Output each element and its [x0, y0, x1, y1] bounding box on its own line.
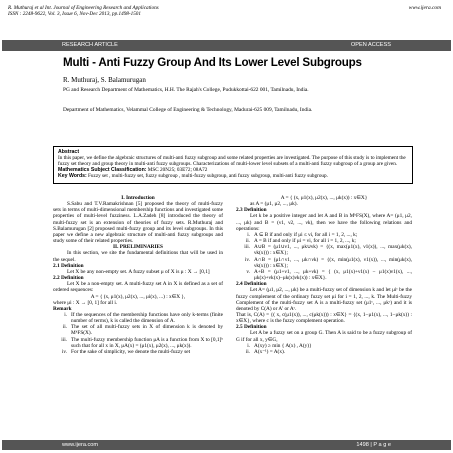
left-column [53, 195, 223, 355]
list-item: iv. For the sake of simplicity, we denote the multi-fuzzy set [61, 348, 191, 355]
section-2-title: II. PRELIMINARIES [112, 244, 164, 251]
multi-fuzzy-formula-tail: as A = (μ1, μ2, ..., μk). [250, 201, 298, 208]
list-item: i. A(xy) ≥ min { A(x) , A(y)} [247, 342, 312, 349]
definition-2-2-tail: where μi : X → [0, 1] for all i. [53, 299, 118, 306]
definition-2-4-text: Let A= (μ1, μ2, ..., μk) be a multi-fuzzy set of dimension k and let μiᶜ be the fuzzy complement of the ordinary fuzzy set μi for i = 1, 2, ..., k. The Multi-fuzzy Complement of the multi-fuzzy set A is a multi-fuzzy set (μ1ᶜ, ..., μkᶜ) and it is denoted by C(A) or A' or Aᶜ. [236, 287, 412, 312]
keywords-text: Fuzzy set , multi-fuzzy set, fuzzy subgroup , multi-fuzzy subgroup, anti fuzzy subgroup, multi-anti fuzzy subgroup. [88, 173, 328, 179]
section-1-title: I. Introduction [121, 195, 155, 201]
footer-url[interactable]: www.ijera.com [62, 442, 99, 448]
list-item: ii. A = B if and only if μi = νi, for all i = 1, 2, ..., k; [245, 238, 356, 245]
affiliation-1: PG and Research Department of Mathematics, H.H. The Rajah's College, Pudukkottai-622 001, Tamilnadu, India. [63, 87, 309, 93]
header-url[interactable]: www.ijera.com [408, 5, 441, 11]
multi-fuzzy-formula: A = { (x, μ1(x), μ2(x), ..., μk(x)) : x∈X} [280, 195, 368, 201]
list-item: i. If the sequences of the membership functions have only k-terms (finite number of terms), k is called the dimension of A. [64, 311, 223, 325]
article-type: RESEARCH ARTICLE [62, 42, 118, 48]
page-number: 1498 | P a g e [356, 442, 391, 448]
authors: R. Muthuraj, S. Balamurugan [63, 76, 146, 84]
definition-2-3-text: Let k be a positive integer and let A and B in MᵏFS(X), where A= (μ1, μ2, ..., μk) and B = (ν1, ν2, ..., νk), then we have the following relations and operations: [236, 213, 412, 232]
keywords-label: Key Words: [58, 173, 87, 179]
definition-2-1-text: Let X be any non-empty set. A fuzzy subset μ of X is μ : X → [0,1] [67, 268, 210, 275]
definition-2-2-formula: A = { (x, μ1(x), μ2(x), ..., μi(x), ...) : x∈X }, [90, 293, 186, 300]
definition-2-1-title: 2.1 Definition [53, 262, 84, 269]
list-item: i. A ⊆ B if and only if μi ≤ νi, for all i = 1, 2, ..., k; [247, 231, 358, 238]
remark-title: Remark [53, 305, 72, 312]
journal-line: R. Muthuraj et al Int. Journal of Engineering Research and Applications [8, 5, 159, 11]
paper-title: Multi - Anti Fuzzy Group And Its Lower Level Subgroups [63, 56, 362, 69]
article-banner [2, 40, 451, 51]
abstract-heading: Abstract [58, 149, 80, 155]
access-label: OPEN ACCESS [350, 42, 391, 48]
definition-2-3-title: 2.3 Definition [236, 207, 267, 214]
msc-label: Mathematics Subject Classification: [58, 167, 147, 173]
list-item: v. A+B = (μ1+ν1, ..., μk+νk) = { (x, μ1(x)+ν1(x) − μ1(x)ν1(x), ..., μk(x)+νk(x)−μk(x)νk(x)) : x∈X}. [246, 268, 412, 282]
affiliation-2: Department of Mathematics, Velammal College of Engineering & Technology, Madurai-625 009, Tamilnadu, India. [63, 107, 313, 113]
list-item: iv. A∩B = (μ1∩ν1, ..., μk∩νk) = {(x, min(μ1(x), ν1(x)), ..., min(μk(x), νk(x))) : x∈X}; [244, 256, 412, 269]
definition-2-5-text: Let A be a fuzzy set on a group G. Then A is said to be a fuzzy subgroup of G if for all x, y∈G, [236, 330, 412, 343]
section-1-text: S.Sabu and T.V.Ramakrishnan [5] proposed the theory of multi-fuzzy sets in terms of multi-dimensional membership functions and investigated some properties of multi-level fuzziness. L.A.Zadeh [8] introduced the theory of multi-fuzzy set is an extension of theories of fuzzy sets. R.Muthuraj and S.Balamurugan [2] proposed multi-fuzzy group and its level subgroups. In this paper we define a new algebraic structure of multi-anti fuzzy subgroups and study some of their related properties. [53, 201, 223, 245]
definition-2-4-text-2: That is, C(A) = {( x, c(μ1(x)), ..., c(μk(x))) : x∈X} = {(x, 1−μ1(x), ..., 1−μk(x)) : x∈X}, where c is the fuzzy complement operation. [236, 311, 412, 325]
issn-line: ISSN : 2248-9622, Vol. 3, Issue 6, Nov-Dec 2013, pp.1498-1501 [8, 11, 141, 18]
list-item: iii. A∪B = (μ1∪ν1, ..., μk∪νk) = {(x, max(μ1(x), ν1(x)), ..., max(μk(x), νk(x))) : x∈X}; [244, 244, 412, 257]
running-header [8, 5, 159, 18]
abstract-text: In this paper, we define the algebraic structures of multi-anti fuzzy subgroup and some related properties are investigated. The purpose of this study is to implement the fuzzy set theory and group theory in multi-anti fuzzy subgroups. Characterizations of multi-lower level subsets of a multi-anti fuzzy subgroup of a group are given. [58, 155, 406, 167]
list-item: ii. A(x⁻¹) = A(x). [245, 348, 286, 355]
definition-2-5-title: 2.5 Definition [236, 324, 267, 331]
page-footer [2, 440, 451, 450]
definition-2-2-title: 2.2 Definition [53, 275, 84, 282]
msc-text: MSC 20N25; 03E72; 08A72 [147, 167, 208, 173]
abstract-box [53, 146, 413, 184]
right-column [236, 195, 412, 355]
section-2-text: In this section, we site the fundamental definitions that will be used in the sequel. [53, 250, 223, 263]
definition-2-2-text: Let X be a non-empty set. A multi-fuzzy set A in X is defined as a set of ordered sequences: [53, 281, 223, 294]
definition-2-4-title: 2.4 Definition [236, 281, 267, 288]
list-item: iii. The multi-fuzzy membership function μA is a function from X to [0,1]ᵏ such that for all x in X, μA(x) = (μ1(x), μ2(x), ..., μk(x)). [61, 336, 223, 349]
list-item: ii. The set of all multi-fuzzy sets in X of dimension k is denoted by MᵏFS(X). [62, 324, 223, 337]
